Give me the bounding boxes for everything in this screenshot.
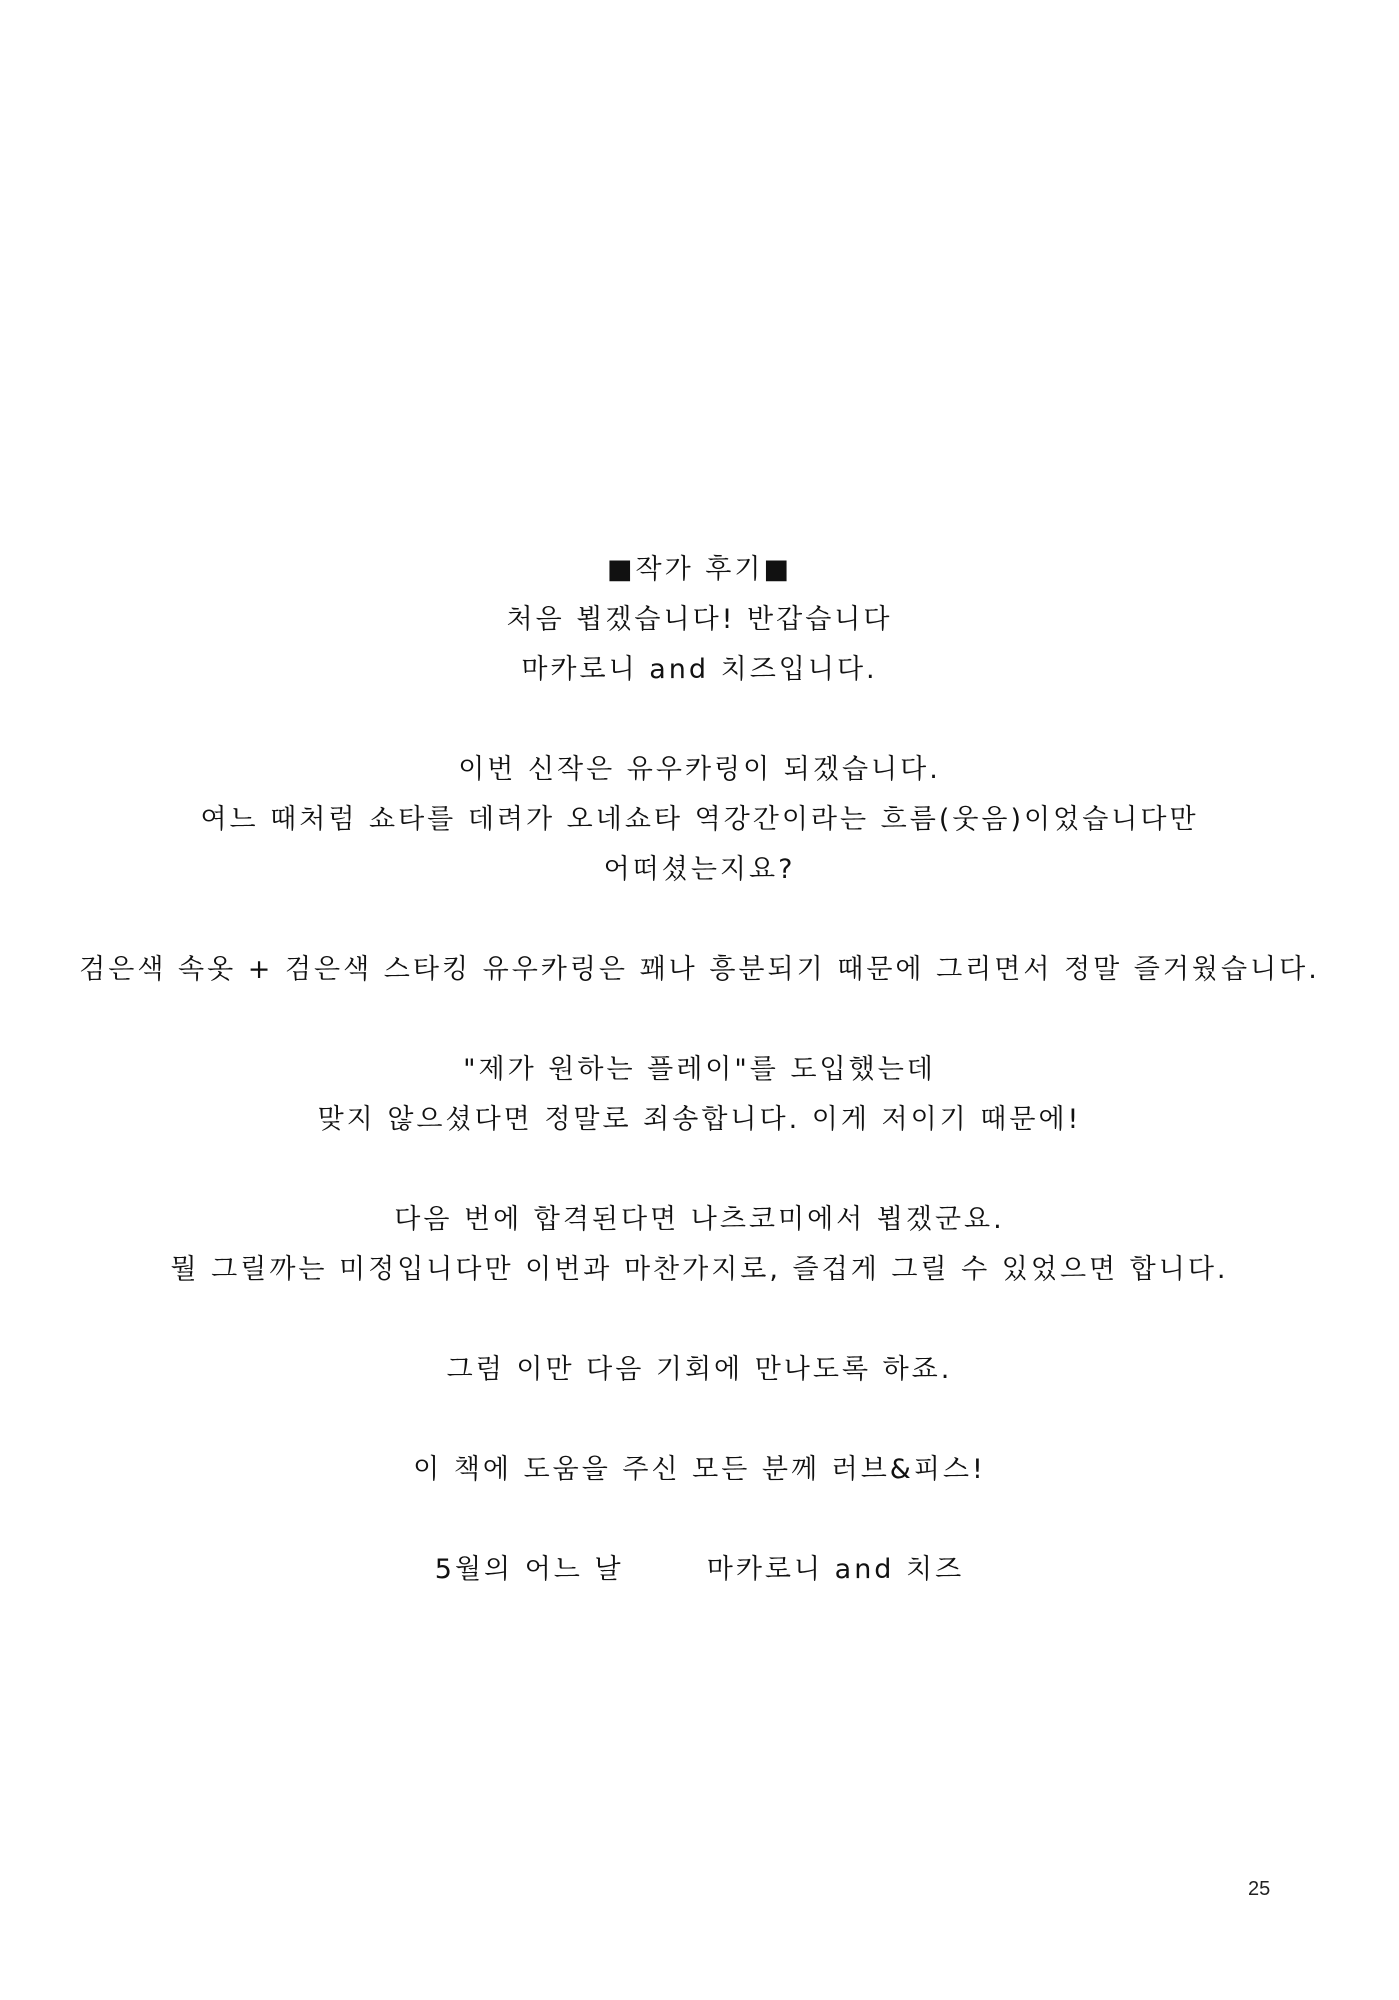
greeting-line: 마카로니 and 치즈입니다. bbox=[521, 654, 878, 685]
paragraph-line: 여느 때처럼 쇼타를 데려가 오네쇼타 역강간이라는 흐름(웃음)이었습니다만 bbox=[200, 804, 1199, 835]
paragraph-line: 뭘 그릴까는 미정입니다만 이번과 마찬가지로, 즐겁게 그릴 수 있었으면 합니다. bbox=[170, 1254, 1229, 1285]
paragraph-line: 검은색 속옷 + 검은색 스타킹 유우카링은 꽤나 흥분되기 때문에 그리면서 정말 즐거웠습니다. bbox=[79, 954, 1320, 985]
paragraph-line: "제가 원하는 플레이"를 도입했는데 bbox=[463, 1054, 936, 1085]
paragraph-line: 그럼 이만 다음 기회에 만나도록 하죠. bbox=[446, 1354, 953, 1385]
paragraph-line: 이 책에 도움을 주신 모든 분께 러브&피스! bbox=[413, 1454, 986, 1485]
paragraph-gap bbox=[0, 1395, 1399, 1445]
afterword-text-block bbox=[0, 545, 1399, 1595]
signature-date: 5월의 어느 날 bbox=[434, 1554, 624, 1585]
afterword-heading: ■작가 후기■ bbox=[607, 554, 792, 585]
paragraph-gap bbox=[0, 1495, 1399, 1545]
greeting-line: 처음 뵙겠습니다! 반갑습니다 bbox=[506, 604, 893, 635]
paragraph-line: 맞지 않으셨다면 정말로 죄송합니다. 이게 저이기 때문에! bbox=[317, 1104, 1082, 1135]
paragraph-gap bbox=[0, 995, 1399, 1045]
signature-line bbox=[0, 1545, 1399, 1595]
signature-author: 마카로니 and 치즈 bbox=[706, 1554, 965, 1585]
paragraph-line: 다음 번에 합격된다면 나츠코미에서 뵙겠군요. bbox=[394, 1204, 1005, 1235]
paragraph-line: 어떠셨는지요? bbox=[603, 854, 796, 885]
page-number: 25 bbox=[1248, 1878, 1271, 1900]
paragraph-gap bbox=[0, 1295, 1399, 1345]
paragraph-gap bbox=[0, 895, 1399, 945]
paragraph-line: 이번 신작은 유우카링이 되겠습니다. bbox=[458, 754, 941, 785]
paragraph-gap bbox=[0, 1145, 1399, 1195]
paragraph-gap bbox=[0, 695, 1399, 745]
